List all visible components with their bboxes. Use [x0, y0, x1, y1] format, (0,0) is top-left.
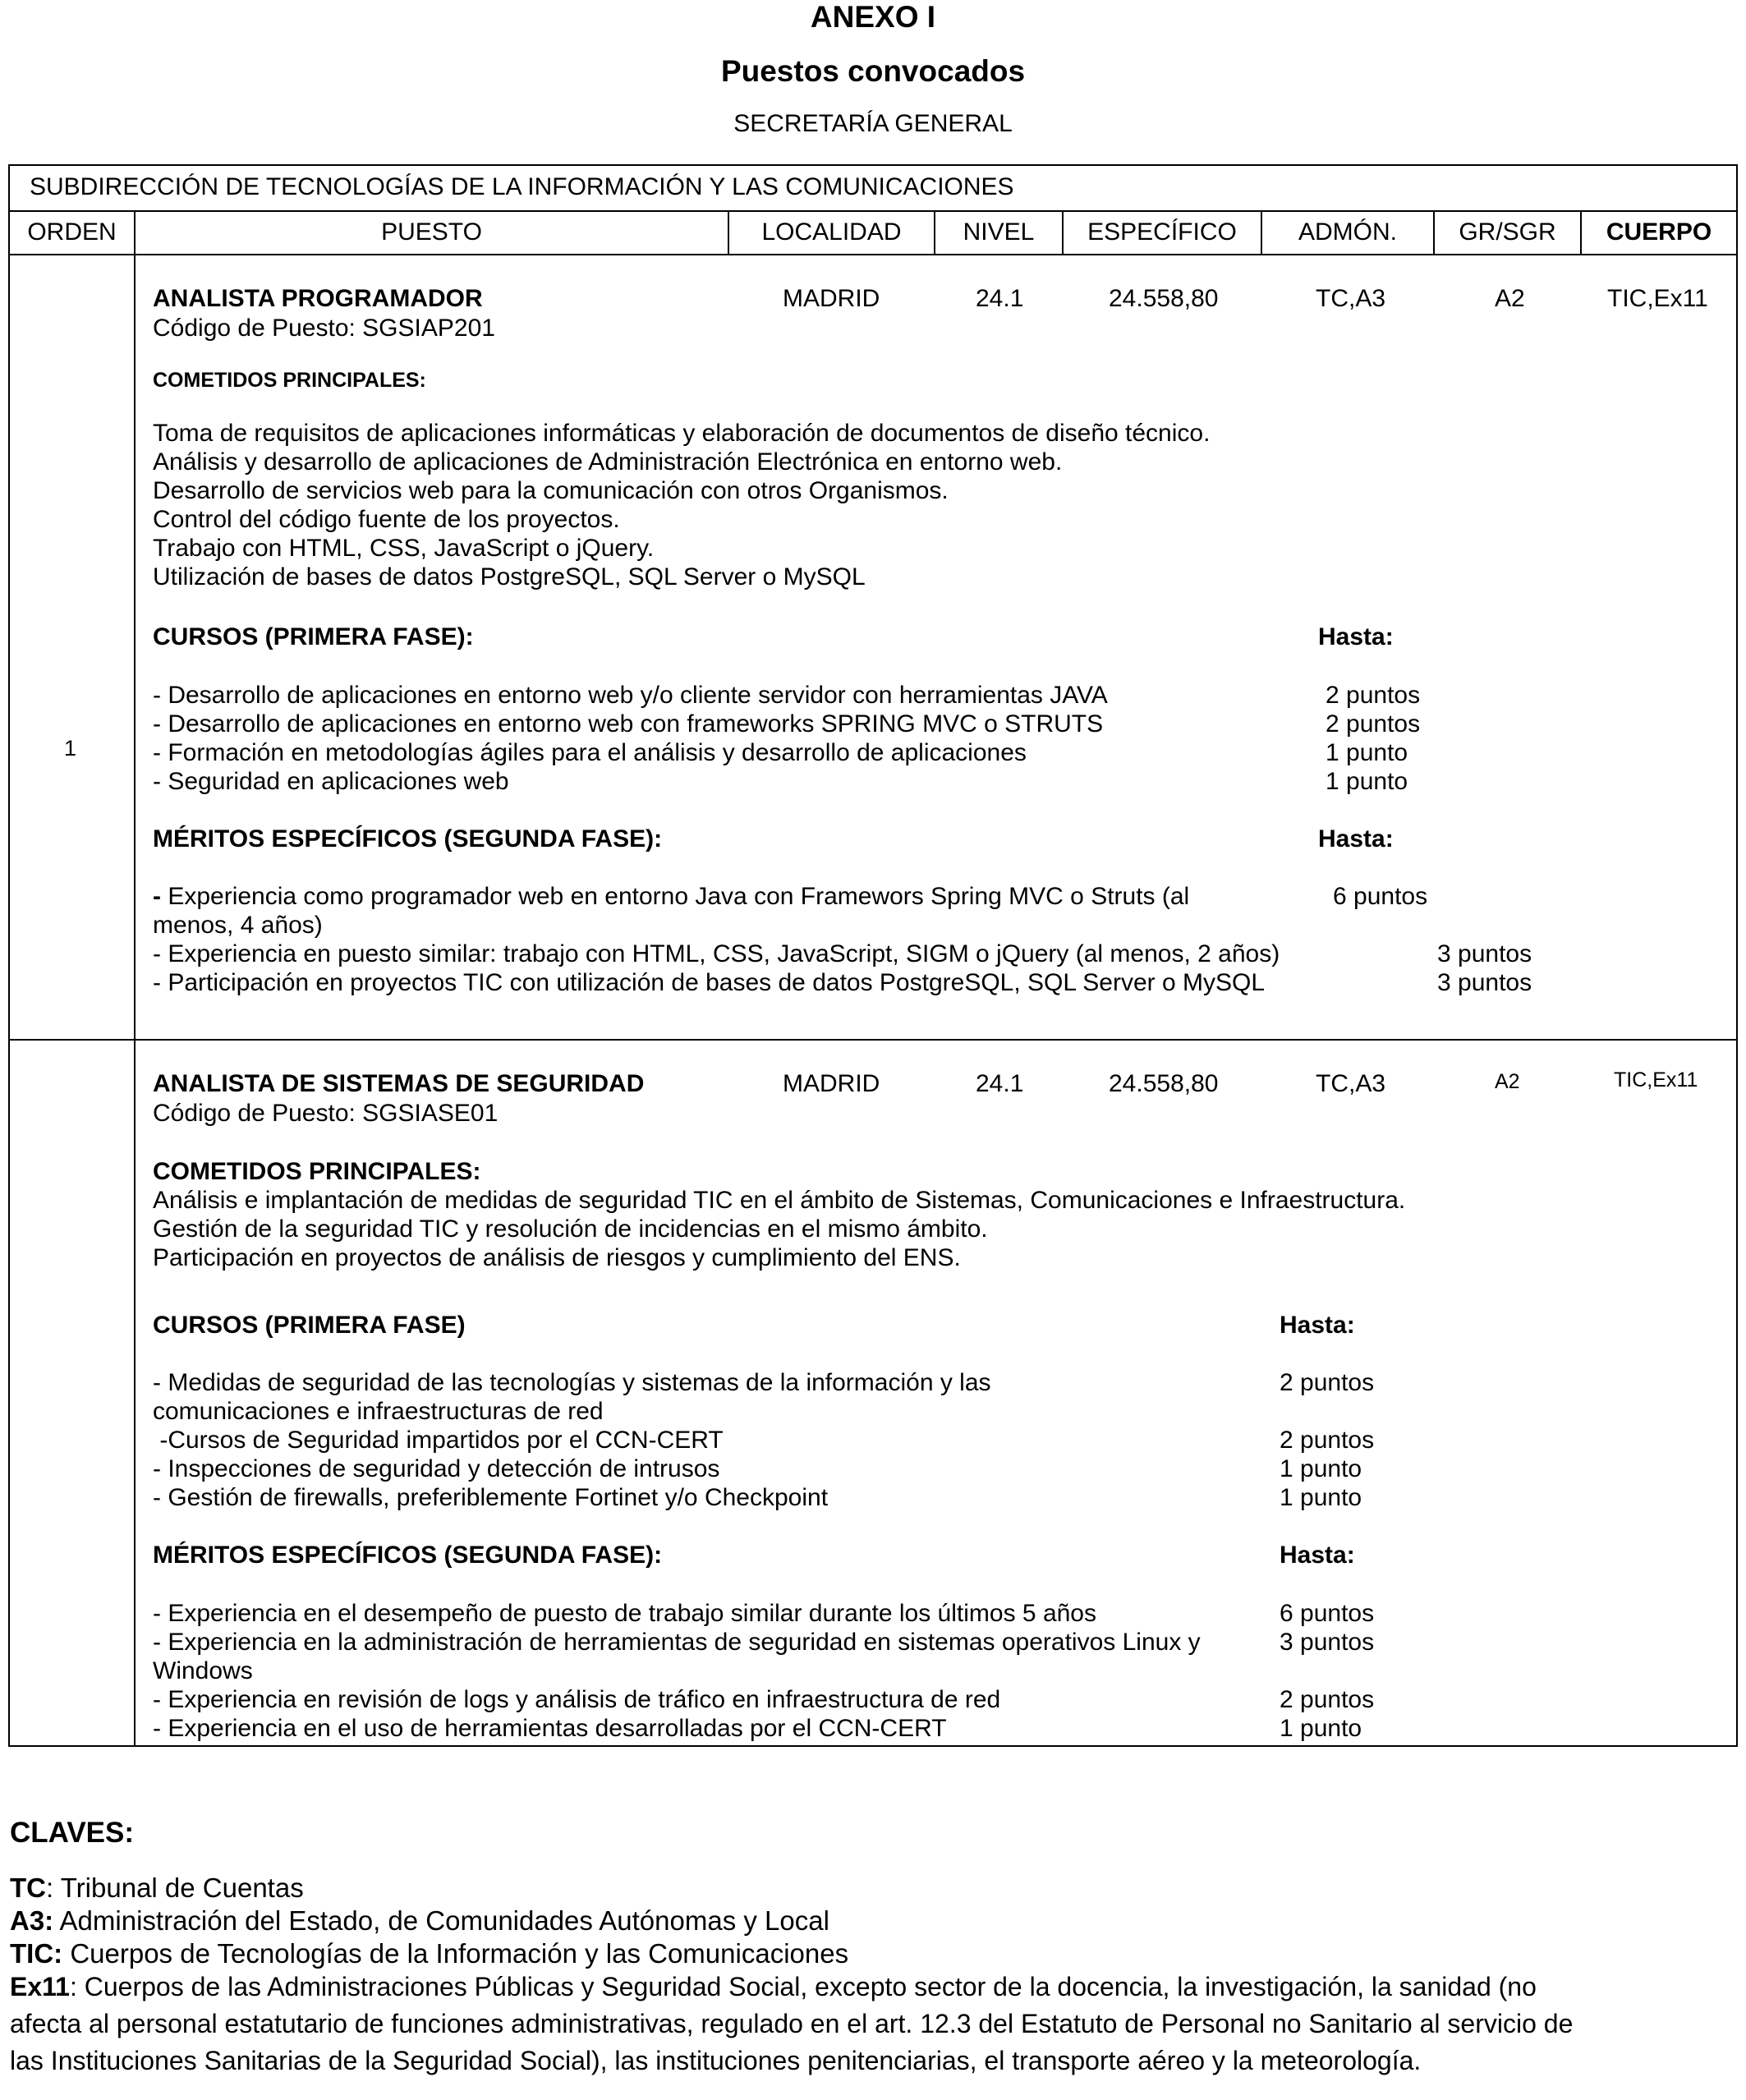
col-admon: ADMÓN. — [1298, 218, 1397, 246]
list-item: - Experiencia en el uso de herramientas desarrolladas por el CCN-CERT — [153, 1715, 947, 1742]
clave-key: A3: — [10, 1905, 54, 1936]
points-value: 6 puntos — [1333, 883, 1428, 910]
clave-item — [10, 1937, 1573, 1970]
claves-list — [10, 1872, 1573, 2077]
cometidos-title: COMETIDOS PRINCIPALES: — [153, 369, 426, 392]
list-item: - Experiencia en el desempeño de puesto de trabajo similar durante los últimos 5 años — [153, 1600, 1096, 1627]
col-localidad: LOCALIDAD — [761, 218, 902, 246]
col-cuerpo: CUERPO — [1606, 218, 1712, 246]
localidad-value: MADRID — [783, 285, 880, 312]
grupo-value: A2 — [1495, 1070, 1520, 1093]
puesto-code: Código de Puesto: SGSIAP201 — [153, 315, 495, 342]
grupo-value: A2 — [1495, 285, 1525, 312]
merito-item: - Participación en proyectos TIC con utilización de bases de datos PostgreSQL, SQL Server o MySQL — [153, 969, 1265, 996]
list-item: Análisis y desarrollo de aplicaciones de Administración Electrónica en entorno web. — [153, 448, 1063, 476]
merito-item: - Experiencia en puesto similar: trabajo con HTML, CSS, JavaScript, SIGM o jQuery (al menos, 2 años) — [153, 940, 1280, 967]
points-value: 2 puntos — [1326, 682, 1421, 709]
meritos-list — [153, 1599, 1201, 1743]
hasta-label: Hasta: — [1318, 623, 1394, 650]
meritos-title: MÉRITOS ESPECÍFICOS (SEGUNDA FASE): — [153, 825, 663, 852]
list-item: Control del código fuente de los proyectos. — [153, 506, 620, 533]
clave-desc-cont: las Instituciones Sanitarias de la Seguridad Social), las instituciones penitenciarias, el transporte aéreo y la meteorología. — [10, 2046, 1422, 2075]
admon-value: TC,A3 — [1316, 285, 1386, 312]
list-item: Participación en proyectos de análisis de riesgos y cumplimiento del ENS. — [153, 1244, 961, 1271]
unit-title: SECRETARÍA GENERAL — [733, 110, 1013, 137]
list-item: - Seguridad en aplicaciones web — [153, 768, 509, 795]
col-especifico: ESPECÍFICO — [1087, 218, 1237, 246]
list-item: - Formación en metodologías ágiles para el análisis y desarrollo de aplicaciones — [153, 739, 1027, 766]
merito-item-cont: menos, 4 años) — [153, 912, 323, 939]
puesto-title: ANALISTA DE SISTEMAS DE SEGURIDAD — [153, 1070, 645, 1097]
col-grupo: GR/SGR — [1459, 218, 1556, 246]
cuerpo-value: TIC,Ex11 — [1614, 1068, 1698, 1091]
col-nivel: NIVEL — [963, 218, 1035, 246]
cursos-list — [153, 681, 1108, 796]
cometidos-title: COMETIDOS PRINCIPALES: — [153, 1158, 481, 1185]
clave-sep — [53, 1905, 59, 1936]
cursos-points — [1280, 1426, 1374, 1512]
points-value: 6 puntos — [1280, 1600, 1375, 1627]
clave-desc: Tribunal de Cuentas — [60, 1873, 304, 1903]
cursos-title: CURSOS (PRIMERA FASE): — [153, 623, 474, 650]
localidad-value: MADRID — [783, 1070, 880, 1097]
list-item: Desarrollo de servicios web para la comunicación con otros Organismos. — [153, 477, 949, 504]
list-item: - Experiencia en revisión de logs y análisis de tráfico en infraestructura de red — [153, 1686, 1001, 1713]
list-item: - Medidas de seguridad de las tecnologías y sistemas de la información y las — [153, 1369, 991, 1396]
meritos-points — [1280, 1685, 1374, 1743]
merito-item — [153, 882, 1189, 911]
cursos-title: CURSOS (PRIMERA FASE) — [153, 1312, 466, 1339]
especifico-value: 24.558,80 — [1109, 285, 1219, 312]
cometidos-list — [153, 1186, 1405, 1272]
clave-key: TC — [10, 1873, 46, 1903]
page-subtitle: Puestos convocados — [720, 54, 1026, 88]
list-item: - Inspecciones de seguridad y detección de intrusos — [153, 1455, 720, 1482]
list-item-cont: comunicaciones e infraestructuras de red — [153, 1398, 604, 1425]
points-value: 1 punto — [1280, 1484, 1362, 1511]
clave-key: TIC: — [10, 1938, 63, 1969]
clave-item — [10, 1970, 1573, 2003]
points-value: 3 puntos — [1437, 940, 1532, 967]
clave-key: Ex11 — [10, 1972, 70, 2001]
annex-title: ANEXO I — [810, 0, 936, 34]
list-item-cont: Windows — [153, 1657, 253, 1684]
nivel-value: 24.1 — [976, 285, 1024, 312]
clave-desc: Cuerpos de Tecnologías de la Información y las Comunicaciones — [70, 1938, 849, 1969]
clave-desc: Administración del Estado, de Comunidades Autónomas y Local — [59, 1905, 829, 1936]
clave-desc: Cuerpos de las Administraciones Públicas y Seguridad Social, excepto sector de la docencia, la investigación, la sanidad (no — [84, 1972, 1537, 2001]
points-value: 1 punto — [1280, 1715, 1362, 1742]
hasta-label: Hasta: — [1280, 1542, 1355, 1569]
clave-desc-cont: afecta al personal estatutario de funciones administrativas, regulado en el art. 12.3 del Estatuto de Personal no Sanitario al servicio de — [10, 2009, 1574, 2038]
cursos-points — [1326, 681, 1420, 796]
cursos-list — [153, 1368, 991, 1512]
clave-item — [10, 1872, 1573, 1905]
list-item: Utilización de bases de datos PostgreSQL, SQL Server o MySQL — [153, 563, 866, 590]
list-item: - Gestión de firewalls, preferiblemente Fortinet y/o Checkpoint — [153, 1484, 829, 1511]
clave-sep: : — [69, 1972, 85, 2001]
puesto-title: ANALISTA PROGRAMADOR — [153, 285, 483, 312]
cometidos-list — [153, 419, 1210, 591]
especifico-value: 24.558,80 — [1109, 1070, 1219, 1097]
hasta-label: Hasta: — [1280, 1312, 1355, 1339]
points-value: 1 punto — [1326, 768, 1408, 795]
points-value: 1 punto — [1326, 739, 1408, 766]
orden-value: 1 — [64, 736, 77, 761]
nivel-value: 24.1 — [976, 1070, 1024, 1097]
list-item: - Experiencia en la administración de herramientas de seguridad en sistemas operativos Linux y — [153, 1629, 1201, 1656]
cuerpo-value: TIC,Ex11 — [1607, 285, 1708, 312]
list-item: Gestión de la seguridad TIC y resolución de incidencias en el mismo ámbito. — [153, 1215, 988, 1243]
meritos-title: MÉRITOS ESPECÍFICOS (SEGUNDA FASE): — [153, 1542, 663, 1569]
points-value: 2 puntos — [1326, 710, 1421, 738]
list-item: Toma de requisitos de aplicaciones informáticas y elaboración de documentos de diseño técnico. — [153, 420, 1211, 447]
clave-sep — [62, 1938, 70, 1969]
list-item: Trabajo con HTML, CSS, JavaScript o jQuery. — [153, 535, 655, 562]
puesto-code: Código de Puesto: SGSIASE01 — [153, 1100, 499, 1127]
col-orden: ORDEN — [27, 218, 117, 246]
points-value: 3 puntos — [1280, 1629, 1375, 1656]
clave-item — [10, 1905, 1573, 1937]
list-item: - Desarrollo de aplicaciones en entorno web con frameworks SPRING MVC o STRUTS — [153, 710, 1104, 738]
merito-dash: - — [153, 883, 161, 910]
claves-title: CLAVES: — [10, 1817, 135, 1849]
admon-value: TC,A3 — [1316, 1070, 1386, 1097]
points-value: 1 punto — [1280, 1455, 1362, 1482]
subdirection-label: SUBDIRECCIÓN DE TECNOLOGÍAS DE LA INFORMACIÓN Y LAS COMUNICACIONES — [30, 173, 1014, 200]
points-value: 2 puntos — [1280, 1686, 1375, 1713]
points-value: 2 puntos — [1280, 1369, 1375, 1396]
list-item: Análisis e implantación de medidas de seguridad TIC en el ámbito de Sistemas, Comunicaciones e Infraestructura. — [153, 1187, 1406, 1214]
meritos-points — [1280, 1599, 1374, 1657]
merito-text: Experiencia como programador web en entorno Java con Framewors Spring MVC o Struts (al — [161, 883, 1190, 910]
hasta-label: Hasta: — [1318, 825, 1394, 852]
list-item: -Cursos de Seguridad impartidos por el CCN-CERT — [153, 1427, 724, 1454]
col-puesto: PUESTO — [381, 218, 482, 246]
list-item: - Desarrollo de aplicaciones en entorno web y/o cliente servidor con herramientas JAVA — [153, 682, 1108, 709]
points-value: 3 puntos — [1437, 969, 1532, 996]
points-value: 2 puntos — [1280, 1427, 1375, 1454]
clave-sep: : — [46, 1873, 61, 1903]
